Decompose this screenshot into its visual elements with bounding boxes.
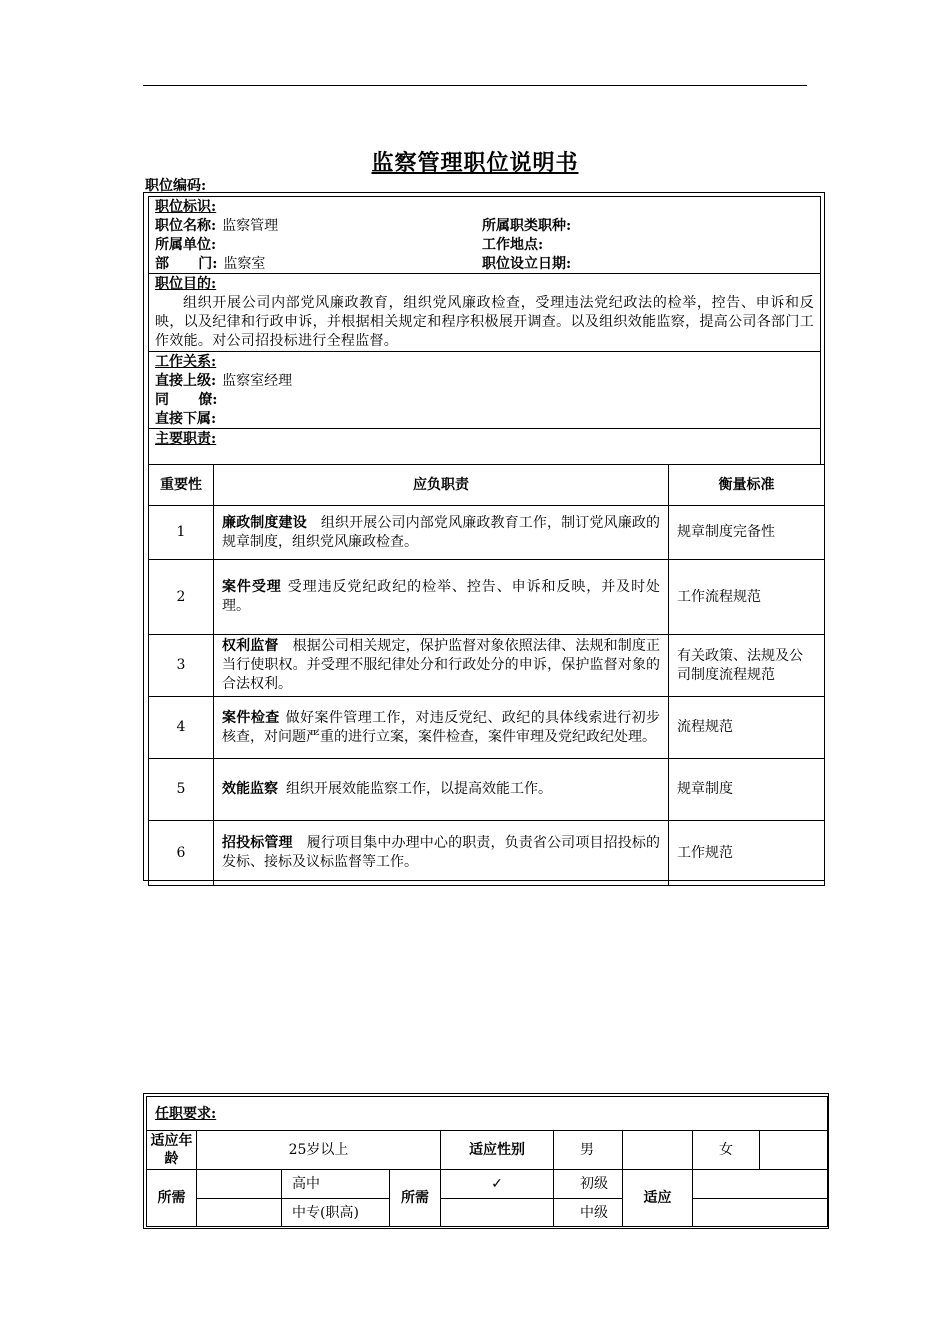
edu-technical: 中专(职高) xyxy=(282,1199,390,1227)
position-name-label: 职位名称: xyxy=(155,218,217,234)
row-number: 5 xyxy=(149,759,214,821)
duty-title: 案件检查 xyxy=(222,709,280,726)
female-label: 女 xyxy=(693,1131,760,1170)
row-number: 2 xyxy=(149,560,214,635)
duty-title: 招投标管理 xyxy=(222,835,293,851)
standard-cell: 流程规范 xyxy=(669,697,825,759)
education-need-label: 所需 xyxy=(147,1170,197,1227)
standard-header: 衡量标准 xyxy=(669,465,825,506)
adapt-label: 适应 xyxy=(623,1170,693,1227)
table-row xyxy=(149,506,825,560)
subordinate-label: 直接下属: xyxy=(155,411,217,427)
duty-cell xyxy=(214,635,669,697)
duty-text: 做好案件管理工作，对违反党纪、政纪的具体线索进行初步核查，对问题严重的进行立案，案件检查，案件审理及党纪政纪处理。 xyxy=(222,709,660,745)
duty-title: 效能监察 xyxy=(222,781,278,797)
female-value-cell xyxy=(760,1131,828,1170)
category-label: 所属职类职种: xyxy=(482,218,572,234)
purpose-section xyxy=(149,274,820,352)
duty-cell xyxy=(214,697,669,759)
job-info-block xyxy=(148,196,821,465)
department-label: 部 门: xyxy=(155,256,218,272)
identity-section xyxy=(149,197,820,274)
adapt-value-cell xyxy=(693,1199,828,1227)
gender-label: 适应性别 xyxy=(441,1131,554,1170)
male-value-cell xyxy=(623,1131,693,1170)
duties-table xyxy=(148,464,825,886)
responsibility-header: 应负职责 xyxy=(214,465,669,506)
education-blank-cell xyxy=(197,1199,282,1227)
requirements-section-label: 任职要求: xyxy=(155,1105,217,1122)
duty-title: 廉政制度建设 xyxy=(222,514,307,531)
row-number: 4 xyxy=(149,697,214,759)
duty-cell xyxy=(214,506,669,560)
requirements-table xyxy=(146,1096,828,1227)
education-blank-cell xyxy=(197,1170,282,1199)
row-number: 3 xyxy=(149,635,214,697)
age-value: 25岁以上 xyxy=(197,1131,441,1170)
age-label: 适应年龄 xyxy=(147,1131,197,1170)
relations-section-label: 工作关系: xyxy=(155,354,217,370)
position-code-label: 职位编码: xyxy=(145,178,207,194)
duty-text: 受理违反党纪政纪的检举、控告、申诉和反映，并及时处理。 xyxy=(222,579,661,614)
purpose-section-label: 职位目的: xyxy=(155,276,217,292)
level-middle: 中级 xyxy=(554,1199,623,1227)
purpose-text: 组织开展公司内部党风廉政教育，组织党风廉政检查，受理违法党纪政法的检举，控告、申诉和反映，以及纪律和行政申诉，并根据相关规定和程序积极展开调查。以及组织效能监察，提高公司各部门工作效能。对公司招投标进行全程监督。 xyxy=(155,295,814,349)
document-title: 监察管理职位说明书 xyxy=(371,150,579,176)
duty-text: 组织开展公司内部党风廉政教育工作，制订党风廉政的规章制度，组织党风廉政检查。 xyxy=(222,514,660,550)
adapt-value-cell xyxy=(693,1170,828,1199)
duties-section-header xyxy=(149,429,820,465)
table-row xyxy=(149,759,825,821)
standard-cell: 规章制度完备性 xyxy=(669,506,825,560)
standard-cell: 工作流程规范 xyxy=(669,560,825,635)
duty-cell xyxy=(214,560,669,635)
title-need-label: 所需 xyxy=(390,1170,441,1227)
requirements-header-cell xyxy=(147,1097,828,1131)
standard-cell: 规章制度 xyxy=(669,759,825,821)
check-blank-cell xyxy=(441,1199,554,1227)
location-label: 工作地点: xyxy=(482,237,544,253)
relations-section xyxy=(149,352,820,429)
header-rule xyxy=(143,85,807,86)
duty-text: 根据公司相关规定，保护监督对象依照法律、法规和制度正当行使职权。并受理不服纪律处分和行政处分的申诉，保护监督对象的合法权利。 xyxy=(222,638,661,692)
male-label: 男 xyxy=(554,1131,623,1170)
peer-label: 同 僚: xyxy=(155,392,218,408)
duty-title: 案件受理 xyxy=(222,579,282,595)
superior-label: 直接上级: xyxy=(155,373,217,389)
level-junior: 初级 xyxy=(554,1170,623,1199)
checkmark: ✓ xyxy=(441,1170,554,1199)
table-row xyxy=(149,697,825,759)
duty-text: 组织开展效能监察工作，以提高效能工作。 xyxy=(286,781,552,797)
table-row xyxy=(149,821,825,886)
importance-header: 重要性 xyxy=(149,465,214,506)
duties-header-row xyxy=(149,465,825,506)
standard-cell: 有关政策、法规及公司制度流程规范 xyxy=(669,635,825,697)
department-value: 监察室 xyxy=(223,256,266,272)
duty-text: 履行项目集中办理中心的职责，负责省公司项目招投标的发标、接标及议标监督等工作。 xyxy=(222,835,661,870)
duty-title: 权利监督 xyxy=(222,638,279,654)
standard-cell: 工作规范 xyxy=(669,821,825,886)
established-date-label: 职位设立日期: xyxy=(482,256,572,272)
edu-high-school: 高中 xyxy=(282,1170,390,1199)
duties-section-label: 主要职责: xyxy=(155,431,217,447)
row-number: 6 xyxy=(149,821,214,886)
duty-cell xyxy=(214,759,669,821)
unit-label: 所属单位: xyxy=(155,237,217,253)
table-row xyxy=(149,635,825,697)
position-name-value: 监察管理 xyxy=(222,218,279,234)
row-number: 1 xyxy=(149,506,214,560)
identity-section-label: 职位标识: xyxy=(155,199,217,215)
duty-cell xyxy=(214,821,669,886)
table-row xyxy=(149,560,825,635)
superior-value: 监察室经理 xyxy=(222,373,293,389)
